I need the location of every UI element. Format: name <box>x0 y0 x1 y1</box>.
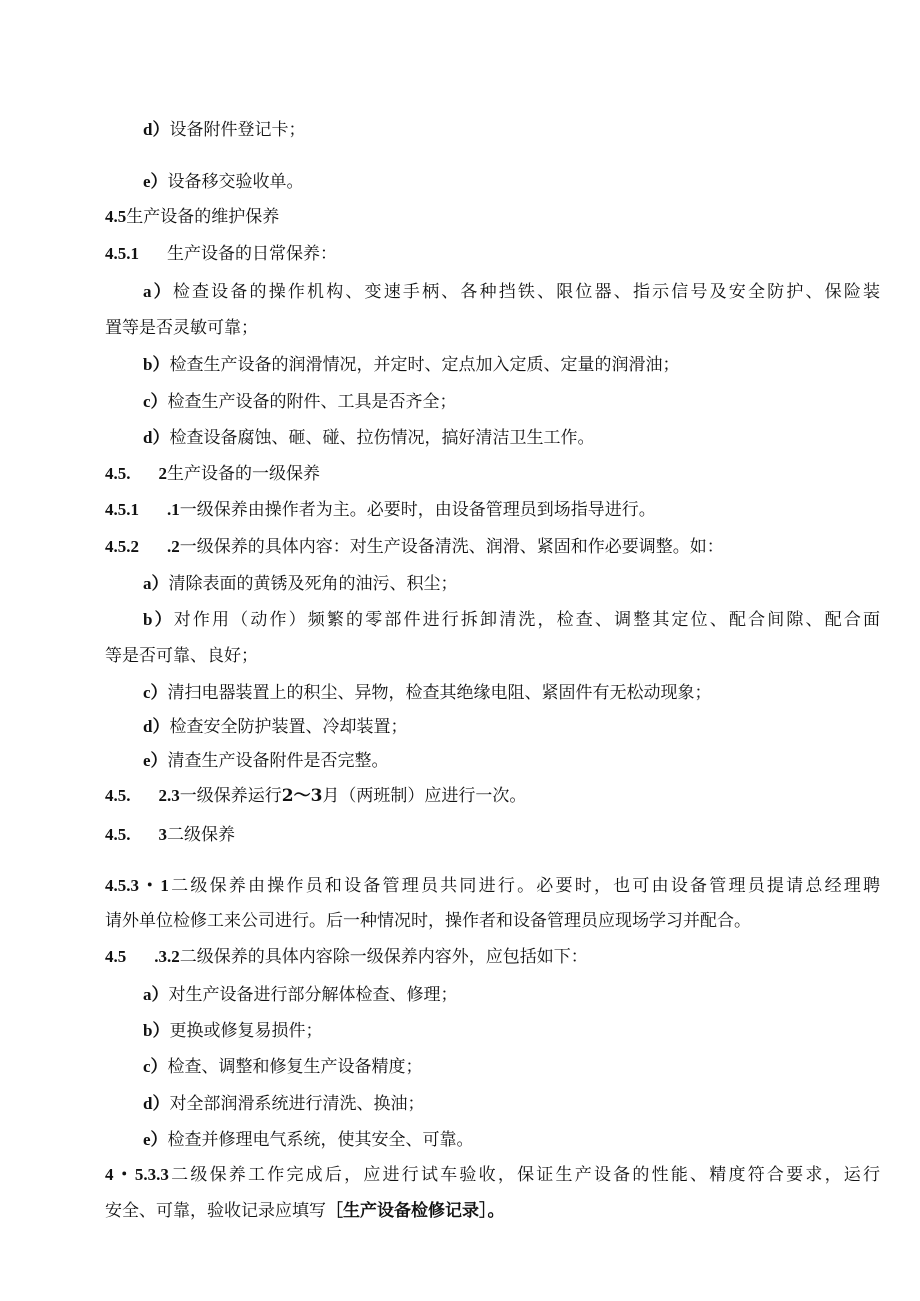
list-item: d）检查安全防护装置、冷却装置； <box>143 717 408 737</box>
clause: 4.5 .3.2二级保养的具体内容除一级保养内容外，应包括如下： <box>105 947 588 967</box>
list-item: c）清扫电器装置上的积尘、异物，检查其绝缘电阻、紧固件有无松动现象； <box>143 683 712 703</box>
paragraph-continuation: 请外单位检修工来公司进行。后一种情况时，操作者和设备管理员应现场学习并配合。 <box>105 911 751 931</box>
clause: 4.5. 2.3一级保养运行2～3月（两班制）应进行一次。 <box>105 786 527 806</box>
paragraph-continuation: 安全、可靠，验收记录应填写［生产设备检修记录］。 <box>105 1201 505 1221</box>
list-item: b）对作用（动作）频繁的零部件进行拆卸清洗，检查、调整其定位、配合间隙、配合面 <box>143 610 880 630</box>
list-item: b）更换或修复易损件； <box>143 1021 323 1041</box>
list-item: e）设备移交验收单。 <box>143 172 304 192</box>
list-item: e）清查生产设备附件是否完整。 <box>143 751 389 771</box>
subsection-heading: 4.5. 3二级保养 <box>105 825 235 845</box>
clause: 4.5.2 .2一级保养的具体内容：对生产设备清洗、润滑、紧固和作必要调整。如： <box>105 537 724 557</box>
paragraph-continuation: 等是否可靠、良好； <box>105 646 258 666</box>
list-item: a）检查设备的操作机构、变速手柄、各种挡铁、限位器、指示信号及安全防护、保险装 <box>143 282 880 302</box>
paragraph-continuation: 置等是否灵敏可靠； <box>105 318 258 338</box>
list-item: e）检查并修理电气系统，使其安全、可靠。 <box>143 1130 474 1150</box>
list-item: c）检查、调整和修复生产设备精度； <box>143 1057 423 1077</box>
list-item: d）检查设备腐蚀、砸、碰、拉伤情况，搞好清洁卫生工作。 <box>143 428 595 448</box>
list-item: a）清除表面的黄锈及死角的油污、积尘； <box>143 574 458 594</box>
clause: 4.5.3・1二级保养由操作员和设备管理员共同进行。必要时，也可由设备管理员提请总经理聘 <box>105 876 880 896</box>
form-reference: ［生产设备检修记录］。 <box>326 1201 505 1221</box>
subsection-heading: 4.5.1 生产设备的日常保养： <box>105 244 337 264</box>
list-item: a）对生产设备进行部分解体检查、修理； <box>143 985 458 1005</box>
clause: 4.5.1 .1一级保养由操作者为主。必要时，由设备管理员到场指导进行。 <box>105 500 656 520</box>
subsection-heading: 4.5. 2生产设备的一级保养 <box>105 464 320 484</box>
clause: 4・5.3.3二级保养工作完成后，应进行试车验收，保证生产设备的性能、精度符合要求，运行 <box>105 1165 880 1185</box>
list-item: d）设备附件登记卡； <box>143 120 306 140</box>
section-heading: 4.5生产设备的维护保养 <box>105 207 280 227</box>
list-item: b）检查生产设备的润滑情况，并定时、定点加入定质、定量的润滑油； <box>143 355 680 375</box>
list-item: d）对全部润滑系统进行清洗、换油； <box>143 1094 425 1114</box>
list-item: c）检查生产设备的附件、工具是否齐全； <box>143 392 457 412</box>
